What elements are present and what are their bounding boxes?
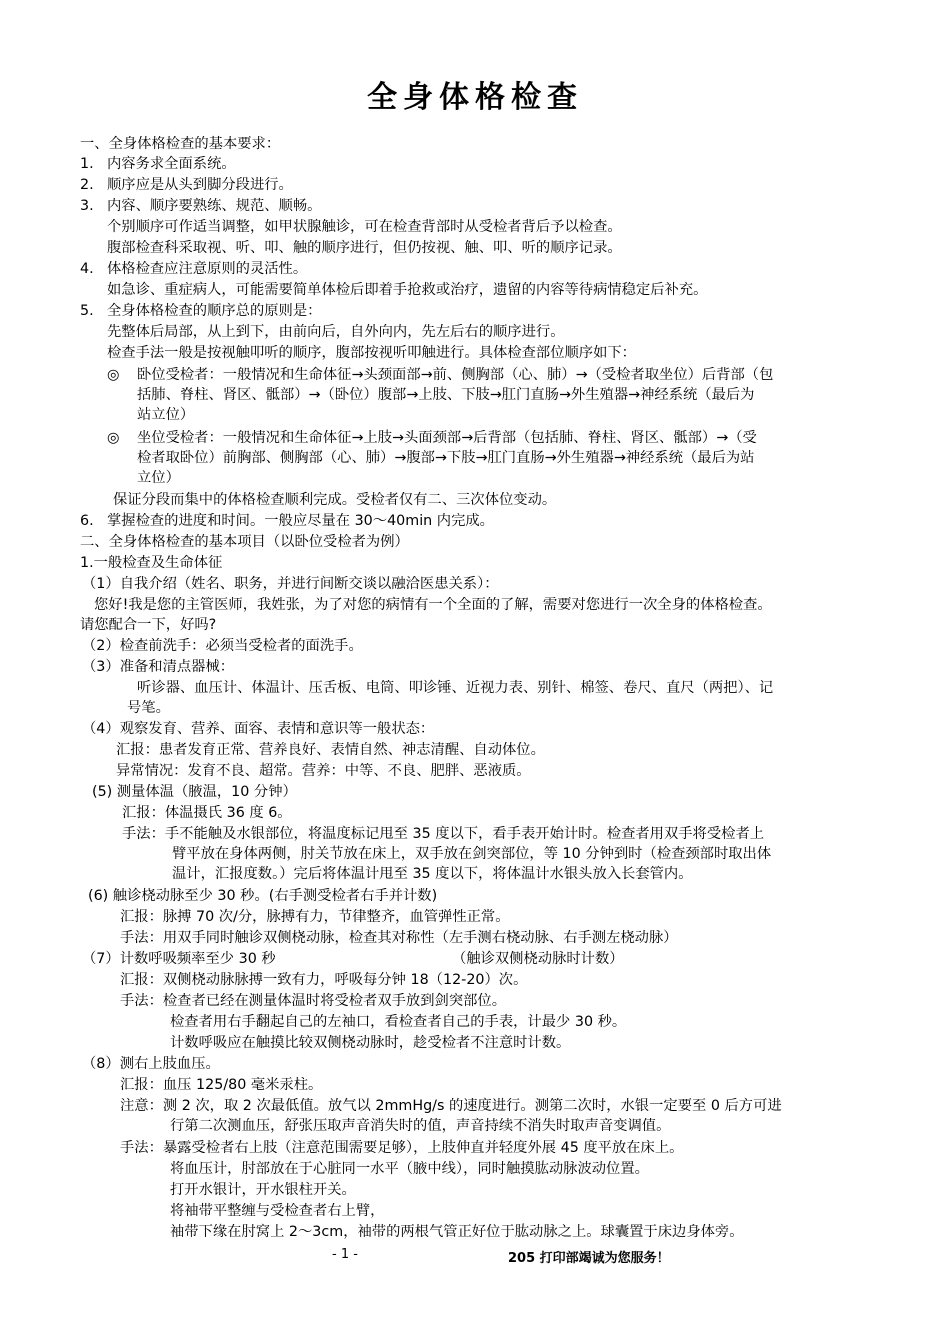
paragraph-line: 如急诊、重症病人，可能需要简单体检后即着手抢救或治疗，遗留的内容等待病情稳定后补充。 [107, 282, 708, 298]
item-heading: （4）观察发育、营养、面容、表情和意识等一般状态： [82, 721, 435, 737]
paragraph-line: 温计，汇报度数。）完后将体温计甩至 35 度以下，将体温计水银头放入长套管内。 [172, 866, 693, 882]
paragraph-line: 注意：测 2 次，取 2 次最低值。放气以 2mmHg/s 的速度进行。测第二次时，水银一定要至 0 后方可进 [120, 1098, 782, 1114]
list-item: 内容、顺序要熟练、规范、顺畅。 [107, 198, 322, 214]
paragraph-line: 打开水银计，开水银柱开关。 [170, 1182, 356, 1198]
footer-note: 205 打印部竭诚为您服务！ [508, 1251, 670, 1266]
list-item: 内容务求全面系统。 [107, 156, 236, 172]
paragraph-line: 听诊器、血压计、体温计、压舌板、电筒、叩诊锤、近视力表、别针、棉签、卷尺、直尺（两把）、记 [137, 680, 774, 696]
bullet-line: 检者取卧位）前胸部、侧胸部（心、肺）→腹部→下肢→肛门直肠→外生殖器→神经系统（最后为站 [137, 450, 755, 466]
subsection-heading: 1.一般检查及生命体征 [80, 555, 223, 571]
item-heading: （1）自我介绍（姓名、职务，并进行间断交谈以融洽医患关系）： [82, 576, 499, 592]
item-heading: (6) 触诊桡动脉至少 30 秒。(右手测受检者右手并计数) [88, 888, 438, 904]
paragraph-line: 汇报：血压 125/80 毫米汞柱。 [120, 1077, 323, 1093]
paragraph-line: 汇报：体温摄氏 36 度 6。 [122, 805, 292, 821]
paragraph-line: 先整体后局部，从上到下，由前向后，自外向内，先左后右的顺序进行。 [107, 324, 565, 340]
item-heading: (5) 测量体温（腋温，10 分钟） [92, 784, 297, 800]
paragraph-line: 手法：检查者已经在测量体温时将受检者双手放到剑突部位。 [120, 993, 507, 1009]
paragraph-line: 将血压计，肘部放在于心脏同一水平（腋中线），同时触摸肱动脉波动位置。 [170, 1161, 649, 1177]
paragraph-line: 请您配合一下，好吗? [80, 617, 217, 633]
bullet-icon: ◎ [107, 430, 120, 446]
page-number: - 1 - [332, 1247, 358, 1262]
paragraph-line: 保证分段而集中的体格检查顺利完成。受检者仅有二、三次体位变动。 [113, 492, 557, 508]
paragraph-line: 您好!我是您的主管医师，我姓张，为了对您的病情有一个全面的了解，需要对您进行一次全身的体格检查。 [94, 597, 772, 613]
section1-heading: 一、全身体格检查的基本要求： [80, 136, 281, 152]
list-item: 体格检查应注意原则的灵活性。 [107, 261, 308, 277]
paragraph-line: 腹部检查科采取视、听、叩、触的顺序进行，但仍按视、触、叩、听的顺序记录。 [107, 240, 622, 256]
paragraph-line: 汇报：脉搏 70 次/分，脉搏有力，节律整齐，血管弹性正常。 [120, 909, 510, 925]
item-number: 1. [80, 156, 94, 172]
list-item: 掌握检查的进度和时间。一般应尽量在 30～40min 内完成。 [107, 513, 494, 529]
item-heading: （2）检查前洗手：必须当受检者的面洗手。 [82, 638, 363, 654]
bullet-line: 立位） [137, 470, 180, 486]
paragraph-line: 手法：用双手同时触诊双侧桡动脉，检查其对称性（左手测右桡动脉、右手测左桡动脉） [120, 930, 678, 946]
item-number: 4. [80, 261, 94, 277]
paragraph-line: 将袖带平整缠与受检查者右上臂， [170, 1203, 385, 1219]
bullet-line: 卧位受检者：一般情况和生命体征→头颈面部→前、侧胸部（心、肺）→（受检者取坐位）后背部（包 [137, 367, 774, 383]
paragraph-line: 手法：暴露受检者右上肢（注意范围需要足够），上肢伸直并轻度外展 45 度平放在床上。 [120, 1140, 684, 1156]
item-number: 6. [80, 513, 94, 529]
item-heading: （3）准备和清点器械： [82, 659, 235, 675]
bullet-line: 坐位受检者：一般情况和生命体征→上肢→头面颈部→后背部（包括肺、脊柱、肾区、骶部）→（受 [137, 430, 757, 446]
paragraph-line: 检查手法一般是按视触叩听的顺序，腹部按视听叩触进行。具体检查部位顺序如下： [107, 345, 636, 361]
page-title: 全身体格检查 [367, 80, 583, 115]
paragraph-line: 汇报：患者发育正常、营养良好、表情自然、神志清醒、自动体位。 [116, 742, 545, 758]
item-heading: （7）计数呼吸频率至少 30 秒 [82, 951, 276, 967]
list-item: 全身体格检查的顺序总的原则是： [107, 303, 322, 319]
item-note: （触诊双侧桡动脉时计数） [452, 951, 624, 967]
paragraph-line: 汇报：双侧桡动脉脉搏一致有力，呼吸每分钟 18（12-20）次。 [120, 972, 528, 988]
paragraph-line: 行第二次测血压，舒张压取声音消失时的值，声音持续不消失时取声音变调值。 [170, 1118, 671, 1134]
item-number: 5. [80, 303, 94, 319]
bullet-line: 括肺、脊柱、肾区、骶部）→（卧位）腹部→上肢、下肢→肛门直肠→外生殖器→神经系统（最后为 [137, 387, 755, 403]
item-number: 2. [80, 177, 94, 193]
paragraph-line: 计数呼吸应在触摸比较双侧桡动脉时，趁受检者不注意时计数。 [170, 1035, 571, 1051]
paragraph-line: 检查者用右手翻起自己的左袖口，看检查者自己的手表，计最少 30 秒。 [170, 1014, 627, 1030]
bullet-icon: ◎ [107, 367, 120, 383]
paragraph-line: 个别顺序可作适当调整，如甲状腺触诊，可在检查背部时从受检者背后予以检查。 [107, 219, 622, 235]
paragraph-line: 号笔。 [127, 700, 170, 716]
item-number: 3. [80, 198, 94, 214]
section2-heading: 二、全身体格检查的基本项目（以卧位受检者为例） [80, 534, 409, 550]
item-heading: （8）测右上肢血压。 [82, 1056, 220, 1072]
paragraph-line: 臂平放在身体两侧，肘关节放在床上，双手放在剑突部位，等 10 分钟到时（检查颈部时取出体 [172, 846, 772, 862]
paragraph-line: 异常情况：发育不良、超常。营养：中等、不良、肥胖、恶液质。 [116, 763, 531, 779]
bullet-line: 站立位） [137, 407, 195, 423]
paragraph-line: 袖带下缘在肘窝上 2～3cm，袖带的两根气管正好位于肱动脉之上。球囊置于床边身体旁。 [170, 1224, 744, 1240]
paragraph-line: 手法：手不能触及水银部位，将温度标记甩至 35 度以下，看手表开始计时。检查者用双手将受检者上 [122, 826, 765, 842]
list-item: 顺序应是从头到脚分段进行。 [107, 177, 293, 193]
